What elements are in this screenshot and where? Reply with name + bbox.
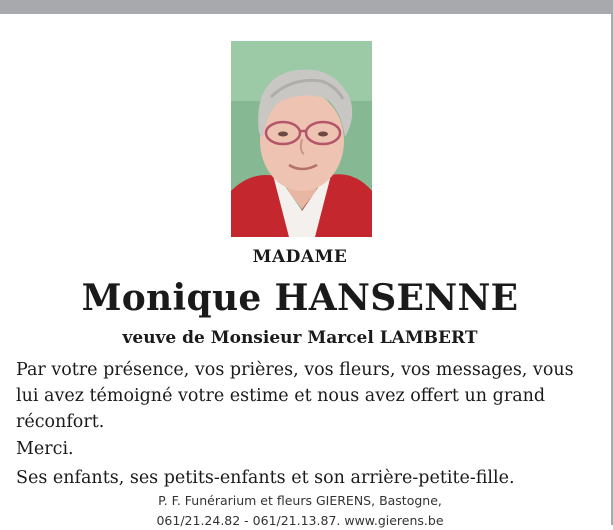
- funeral-home-contact: 061/21.24.82 - 061/21.13.87. www.gierens.be: [156, 513, 444, 528]
- widow-line: veuve de Monsieur Marcel LAMBERT: [122, 328, 478, 348]
- thank-you-message: Par votre présence, vos prières, vos fleurs, vos messages, vous lui avez témoigné votre estime et nous avez offert un grand réconfort.: [16, 360, 574, 432]
- thanks-line: Merci.: [16, 439, 74, 459]
- portrait-photo: [231, 41, 372, 237]
- family-signature: Ses enfants, ses petits-enfants et son arrière-petite-fille.: [16, 468, 515, 488]
- deceased-name: Monique HANSENNE: [81, 277, 519, 319]
- funeral-home-line: P. F. Funérarium et fleurs GIERENS, Bastogne,: [158, 493, 442, 508]
- honorific-title: MADAME: [252, 247, 348, 267]
